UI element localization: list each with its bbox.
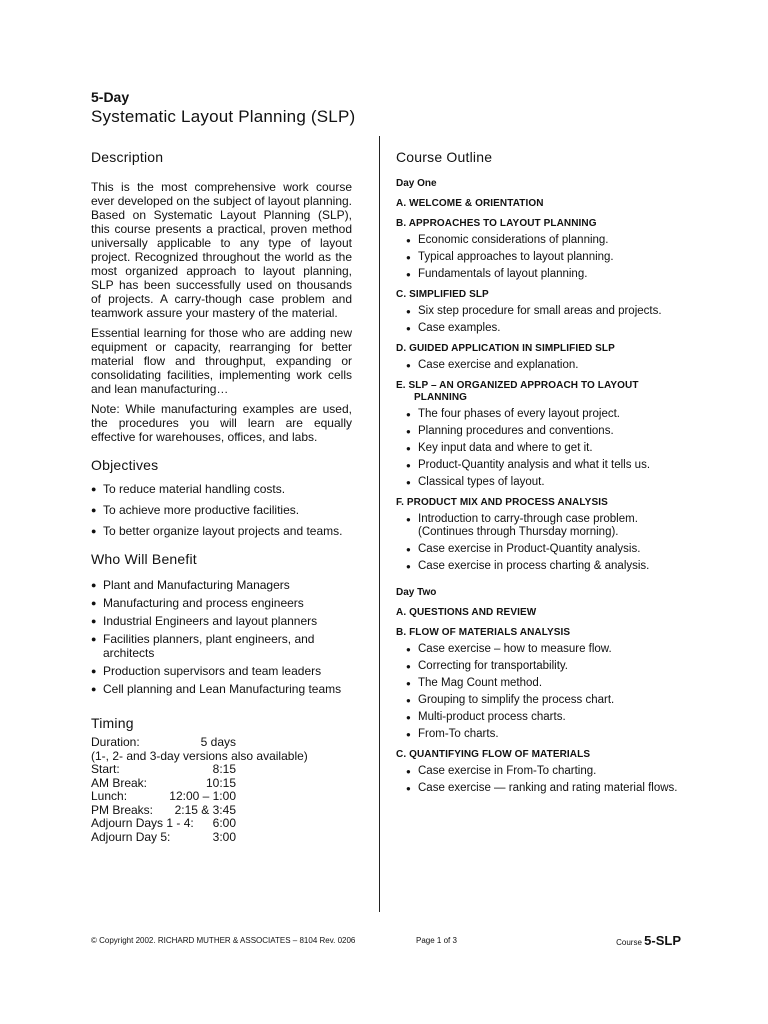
outline-item: ● Introduction to carry-through case problem. (Continues through Thursday morning). [406,513,638,538]
outline-item: ● Grouping to simplify the process chart. [406,694,615,706]
timing-value: 5 days [200,735,236,749]
outline-topic: D. GUIDED APPLICATION IN SIMPLIFIED SLP [396,343,615,354]
description-heading: Description [91,149,164,165]
outline-topic-line: PLANNING [414,392,468,403]
course-code-value: 5-SLP [644,933,681,948]
outline-item: ● Multi-product process charts. [406,711,566,723]
objective-item: ● To achieve more productive facilities. [91,503,300,517]
outline-item: ● Planning procedures and conventions. [406,425,614,437]
right-column [396,148,679,795]
timing-heading: Timing [91,715,134,731]
column-divider [379,136,380,912]
outline-topic: A. WELCOME & ORIENTATION [396,198,544,209]
description-paragraph: Note: While manufacturing examples are used, the procedures you will learn are equally effective for warehouses, offices, and labs. [91,402,352,444]
outline-topic: F. PRODUCT MIX AND PROCESS ANALYSIS [396,497,608,508]
benefit-item: ● Plant and Manufacturing Managers [91,578,290,592]
outline-item: ● Fundamentals of layout planning. [406,268,588,280]
bullet-icon: ● [406,696,411,705]
description-paragraph: Essential learning for those who are adding new equipment or capacity, rearranging for better material flow and throughput, expanding or consolidating facilities, implementing work cells and lean manufacturing… [91,326,352,396]
benefit-item: ● Manufacturing and process engineers [91,596,304,610]
timing-row: Start: 8:15 [91,762,236,776]
benefit-heading: Who Will Benefit [91,551,197,567]
course-code [616,933,681,948]
objective-item: ● To better organize layout projects and teams. [91,524,343,538]
outline-item: ● The four phases of every layout project. [406,408,620,420]
outline-item: ● Correcting for transportability. [406,660,568,672]
outline-item: ● Product-Quantity analysis and what it tells us. [406,459,651,471]
outline-topic-line: E. SLP – AN ORGANIZED APPROACH TO LAYOUT [396,380,639,391]
who-will-benefit-section [91,550,352,696]
bullet-icon: ● [406,270,411,279]
bullet-icon: ● [406,730,411,739]
bullet-icon: ● [91,484,97,494]
outline-topic: C. QUANTIFYING FLOW OF MATERIALS [396,749,591,760]
timing-row: AM Break: 10:15 [91,775,236,790]
timing-note: (1-, 2- and 3-day versions also available) [91,748,308,763]
bullet-icon: ● [406,307,411,316]
bullet-icon: ● [406,679,411,688]
outline-item: ● Case examples. [406,322,501,334]
bullet-icon: ● [406,562,411,571]
bullet-icon: ● [406,324,411,333]
bullet-icon: ● [91,616,97,626]
outline-topic: A. QUESTIONS AND REVIEW [396,607,537,618]
outline-topic: B. APPROACHES TO LAYOUT PLANNING [396,218,597,229]
outline-item: ● Case exercise — ranking and rating material flows. [406,782,678,794]
benefit-item: ● Production supervisors and team leaders [91,664,322,678]
bullet-icon: ● [406,767,411,776]
bullet-icon: ● [406,645,411,654]
objective-item: ● To reduce material handling costs. [91,482,286,496]
bullet-icon: ● [91,598,97,608]
bullet-icon: ● [406,427,411,436]
timing-row: Lunch: 12:00 – 1:00 [91,789,236,803]
page-footer [91,933,681,949]
timing-row: Adjourn Days 1 - 4: 6:00 [91,816,236,830]
bullet-icon: ● [91,684,97,694]
benefit-item: ● Facilities planners, plant engineers, and architects [91,632,315,660]
outline-item: ● The Mag Count method. [406,677,543,689]
outline-topic [396,380,679,404]
bullet-icon: ● [406,713,411,722]
course-outline-heading: Course Outline [396,149,493,165]
timing-section [91,714,352,844]
bullet-icon: ● [91,526,97,536]
outline-item: ● Case exercise in Product-Quantity analysis. [406,543,641,555]
outline-item: ● Six step procedure for small areas and projects. [406,305,662,317]
outline-item: ● Typical approaches to layout planning. [406,251,614,263]
benefit-item: ● Industrial Engineers and layout planners [91,614,318,628]
day-one-label: Day One [396,178,437,189]
outline-topic: B. FLOW OF MATERIALS ANALYSIS [396,627,571,638]
outline-item: ● Key input data and where to get it. [406,442,593,454]
benefit-item: ● Cell planning and Lean Manufacturing teams [91,682,342,696]
outline-topic: C. SIMPLIFIED SLP [396,289,489,300]
outline-item: ● Case exercise – how to measure flow. [406,643,612,655]
course-label: Course [616,938,642,947]
bullet-icon: ● [406,236,411,245]
description-paragraph: This is the most comprehensive work course ever developed on the subject of layout planning. Based on Systematic Layout Planning (SLP), this course presents a practical, proven method universally applicable to any type of layout project. Recognized throughout the world as the most organized approach to layout planning, SLP has been successfully used on thousands of projects. A carry-though case problem and teamwork assure your mastery of the material. [91,180,352,320]
page-number: Page 1 of 3 [416,936,457,945]
bullet-icon: ● [406,410,411,419]
bullet-icon: ● [406,784,411,793]
bullet-icon: ● [91,666,97,676]
day-two-label: Day Two [396,587,437,598]
outline-item: ● Case exercise and explanation. [406,359,579,371]
outline-item: ● Case exercise in process charting & analysis. [406,560,650,572]
bullet-icon: ● [406,253,411,262]
timing-row [91,736,352,750]
outline-item: ● From-To charts. [406,728,499,740]
bullet-icon: ● [406,545,411,554]
bullet-icon: ● [91,634,97,644]
course-duration: 5-Day [91,89,130,105]
document-header [91,88,355,127]
outline-item: ● Case exercise in From-To charting. [406,765,597,777]
bullet-icon: ● [91,505,97,515]
bullet-icon: ● [406,662,411,671]
copyright-text: © Copyright 2002. RICHARD MUTHER & ASSOCIATES – 8104 Rev. 0206 [91,936,356,945]
course-title: Systematic Layout Planning (SLP) [91,107,356,126]
objectives-heading: Objectives [91,457,159,473]
bullet-icon: ● [406,361,411,370]
bullet-icon: ● [406,461,411,470]
bullet-icon: ● [406,515,411,524]
bullet-icon: ● [406,478,411,487]
objectives-section [91,456,352,538]
timing-label: Duration: [91,735,140,749]
outline-item: ● Economic considerations of planning. [406,234,609,246]
outline-item: ● Classical types of layout. [406,476,545,488]
bullet-icon: ● [91,580,97,590]
timing-row: Adjourn Day 5: 3:00 [91,829,236,844]
left-column [91,148,352,844]
bullet-icon: ● [406,444,411,453]
timing-row: PM Breaks: 2:15 & 3:45 [91,802,236,817]
